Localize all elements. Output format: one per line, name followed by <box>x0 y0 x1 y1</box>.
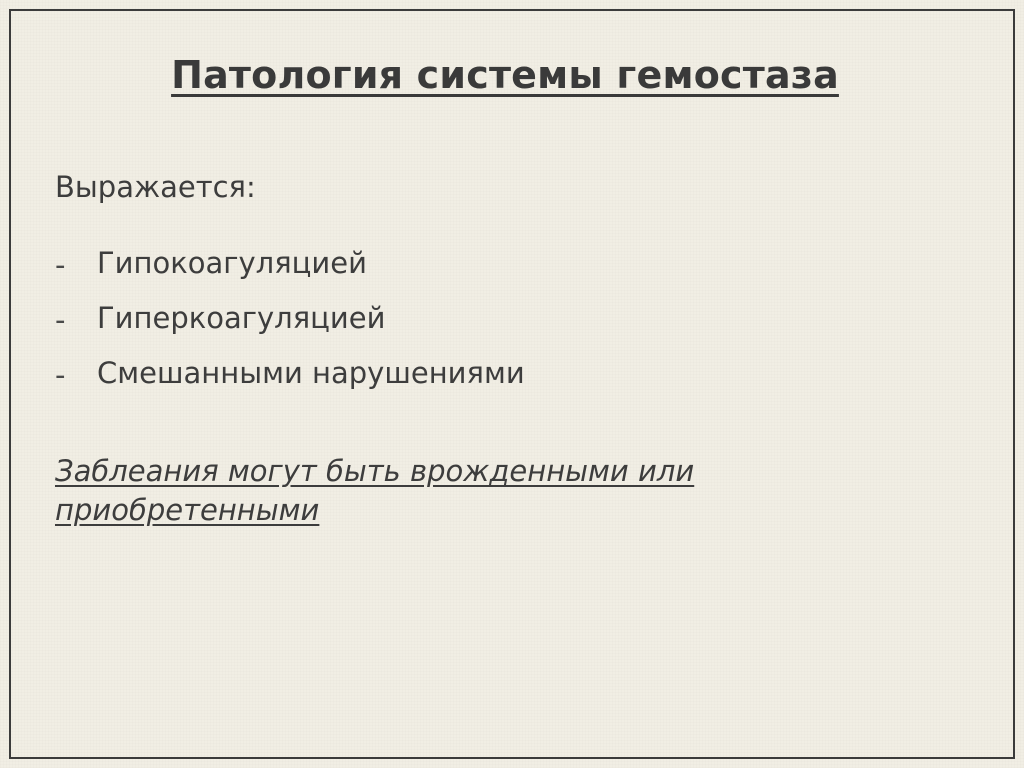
intro-text: Выражается: <box>55 169 256 204</box>
note-line-1: Заблеания могут быть врожденными или <box>55 454 695 489</box>
list-item-label: Гипокоагуляцией <box>97 246 367 281</box>
note-text <box>55 452 875 530</box>
list-item-label: Смешанными нарушениями <box>97 356 525 391</box>
bullet-list <box>55 248 964 392</box>
page-title: Патология системы гемостаза <box>171 53 839 97</box>
list-item <box>55 303 964 337</box>
dash-bullet-icon: - <box>55 248 66 283</box>
list-item <box>55 248 964 282</box>
list-item-label: Гиперкоагуляцией <box>97 301 386 336</box>
slide-content <box>8 8 1016 760</box>
note-line-2: приобретенными <box>55 493 320 528</box>
dash-bullet-icon: - <box>55 303 66 338</box>
dash-bullet-icon: - <box>55 358 66 393</box>
list-item <box>55 358 964 392</box>
